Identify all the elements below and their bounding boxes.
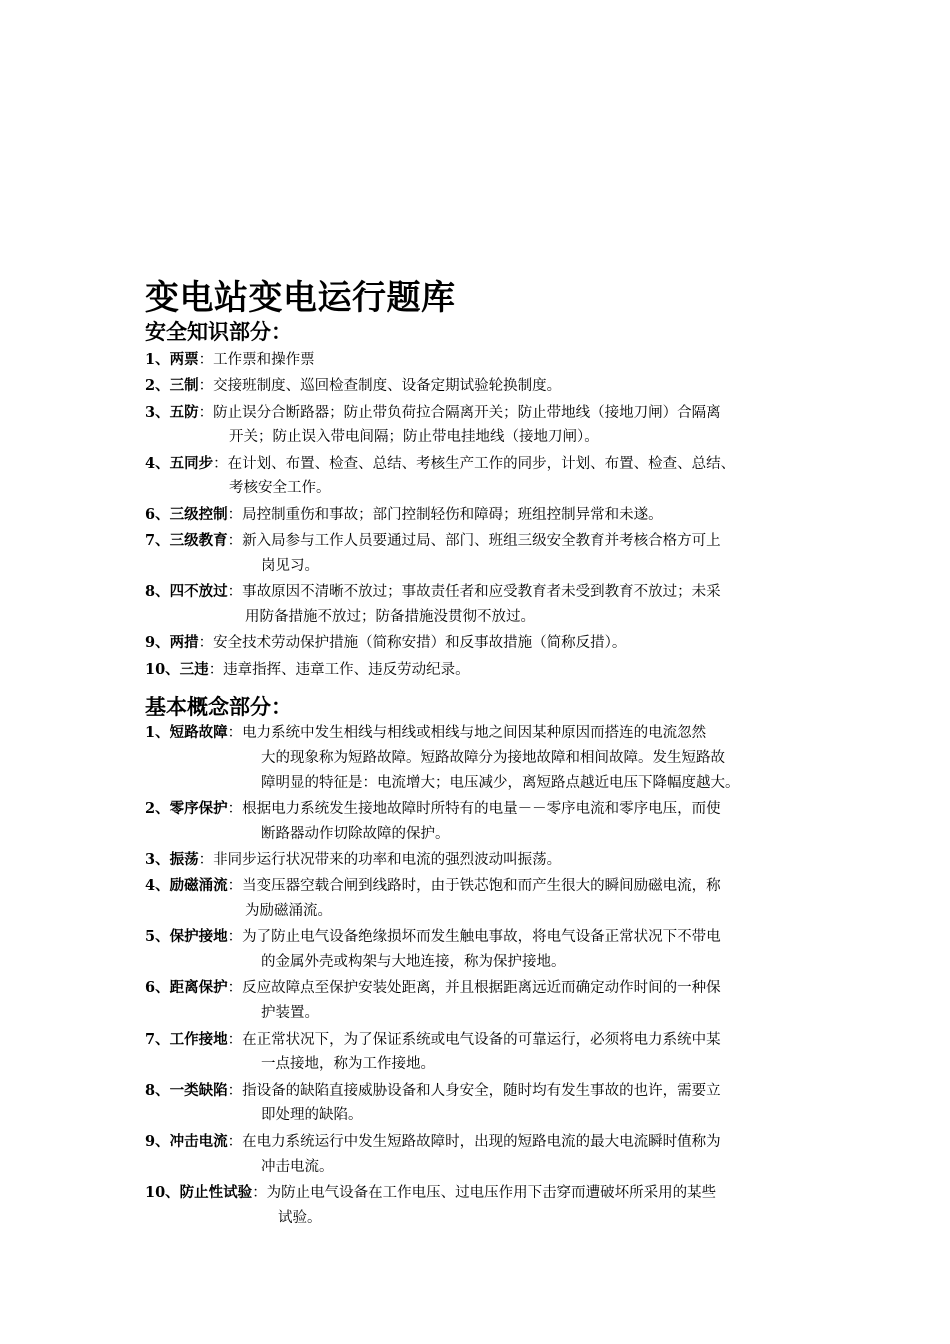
- item-text: ：局控制重伤和事故；部门控制轻伤和障碍；班组控制异常和未遂。: [227, 506, 663, 523]
- item-text-continuation: 试验。: [278, 1209, 322, 1226]
- item-text: ：防止误分合断路器；防止带负荷拉合隔离开关；防止带地线（接地刀闸）合隔离: [198, 404, 721, 421]
- safety-item: [145, 374, 825, 399]
- concept-item: [145, 1181, 825, 1231]
- item-text-continuation: 断路器动作切除故障的保护。: [261, 825, 450, 842]
- item-term: 8、一类缺陷: [145, 1081, 228, 1099]
- item-text: ：为防止电气设备在工作电压、过电压作用下击穿而遭破坏所采用的某些: [252, 1184, 717, 1201]
- item-term: 3、五防: [145, 403, 199, 421]
- safety-item: [145, 658, 825, 683]
- item-term: 2、三制: [145, 377, 199, 395]
- concept-item: [145, 848, 825, 873]
- item-text: ：安全技术劳动保护措施（简称安措）和反事故措施（简称反措）。: [198, 635, 627, 652]
- section-heading-safety: 安全知识部分：: [145, 319, 292, 344]
- item-text: ：违章指挥、违章工作、违反劳动纪录。: [208, 661, 470, 678]
- item-text-continuation: 即处理的缺陷。: [261, 1107, 363, 1124]
- item-text-continuation: 考核安全工作。: [229, 480, 331, 497]
- item-text: ：当变压器空载合闸到线路时，由于铁芯饱和而产生很大的瞬间励磁电流，称: [227, 878, 721, 895]
- safety-item: [145, 580, 825, 630]
- item-term: 10、三违: [145, 660, 209, 678]
- safety-item: [145, 401, 825, 451]
- concept-item: [145, 874, 825, 924]
- item-term: 1、两票: [145, 351, 199, 368]
- safety-item: [145, 348, 825, 373]
- safety-item: [145, 452, 825, 502]
- item-text: ：根据电力系统发生接地故障时所特有的电量－－零序电流和零序电压，而使: [227, 800, 721, 817]
- item-text-continuation: 一点接地，称为工作接地。: [261, 1056, 435, 1073]
- item-term: 10、防止性试验: [145, 1183, 253, 1201]
- item-text: ：事故原因不清晰不放过；事故责任者和应受教育者未受到教育不放过；未采: [227, 584, 721, 601]
- item-term: 8、四不放过: [145, 583, 228, 601]
- item-text: ：电力系统中发生相线与相线或相线与地之间因某种原因而搭连的电流忽然: [227, 725, 707, 741]
- item-text-continuation: 为励磁涌流。: [245, 903, 332, 920]
- concept-item: [145, 797, 825, 847]
- document-title: 变电站变电运行题库: [145, 278, 456, 318]
- concepts-item-list: [145, 721, 825, 1232]
- safety-item: [145, 503, 825, 528]
- concept-item: [145, 1130, 825, 1180]
- item-text-continuation: 开关；防止误入带电间隔；防止带电挂地线（接地刀闸）。: [229, 429, 599, 446]
- safety-item: [145, 529, 825, 579]
- concept-item: [145, 976, 825, 1026]
- item-term: 9、冲击电流: [145, 1132, 228, 1150]
- item-text-continuation: 冲击电流。: [261, 1158, 334, 1175]
- item-term: 7、三级教育: [145, 532, 228, 550]
- safety-item: [145, 631, 825, 656]
- section-heading-concepts: 基本概念部分：: [145, 694, 292, 719]
- concept-item: [145, 925, 825, 975]
- item-text-continuation: 的金属外壳或构架与大地连接，称为保护接地。: [261, 954, 566, 971]
- item-term: 1、短路故障: [145, 724, 228, 741]
- item-term: 4、励磁涌流: [145, 877, 228, 895]
- item-term: 9、两措: [145, 634, 199, 652]
- item-text: ：在正常状况下，为了保证系统或电气设备的可靠运行，必须将电力系统中某: [227, 1031, 721, 1048]
- safety-item-list: [145, 348, 825, 684]
- item-text: ：在电力系统运行中发生短路故障时，出现的短路电流的最大电流瞬时值称为: [227, 1133, 721, 1150]
- item-term: 4、五同步: [145, 454, 214, 472]
- item-term: 6、距离保护: [145, 979, 228, 997]
- item-text-continuation: 护装置。: [261, 1005, 319, 1022]
- item-term: 2、零序保护: [145, 799, 228, 817]
- item-text: ：为了防止电气设备绝缘损坏而发生触电事故，将电气设备正常状况下不带电: [227, 929, 721, 946]
- item-term: 7、工作接地: [145, 1030, 228, 1048]
- item-text: ：在计划、布置、检查、总结、考核生产工作的同步，计划、布置、检查、总结、: [213, 455, 736, 472]
- item-text: ：新入局参与工作人员要通过局、部门、班组三级安全教育并考核合格方可上: [227, 533, 721, 550]
- item-text: ：反应故障点至保护安装处距离，并且根据距离远近而确定动作时间的一种保: [227, 980, 721, 997]
- item-text: ：工作票和操作票: [198, 352, 315, 368]
- item-text: ：指设备的缺陷直接威胁设备和人身安全，随时均有发生事故的也许，需要立: [227, 1082, 721, 1099]
- item-term: 3、振荡: [145, 850, 199, 868]
- concept-item: [145, 1079, 825, 1129]
- concept-item: [145, 1028, 825, 1078]
- item-text: ：交接班制度、巡回检查制度、设备定期试验轮换制度。: [198, 378, 562, 395]
- item-text-continuation: 大的现象称为短路故障。短路故障分为接地故障和相间故障。发生短路故: [261, 749, 725, 766]
- concept-item: [145, 721, 825, 795]
- item-text-continuation: 岗见习。: [261, 557, 319, 574]
- item-text-continuation: 用防备措施不放过；防备措施没贯彻不放过。: [245, 608, 535, 625]
- item-text-continuation: 障明显的特征是：电流增大；电压减少，离短路点越近电压下降幅度越大。: [261, 774, 740, 791]
- item-term: 5、保护接地: [145, 928, 228, 946]
- item-text: ：非同步运行状况带来的功率和电流的强烈波动叫振荡。: [198, 851, 562, 868]
- item-term: 6、三级控制: [145, 505, 228, 523]
